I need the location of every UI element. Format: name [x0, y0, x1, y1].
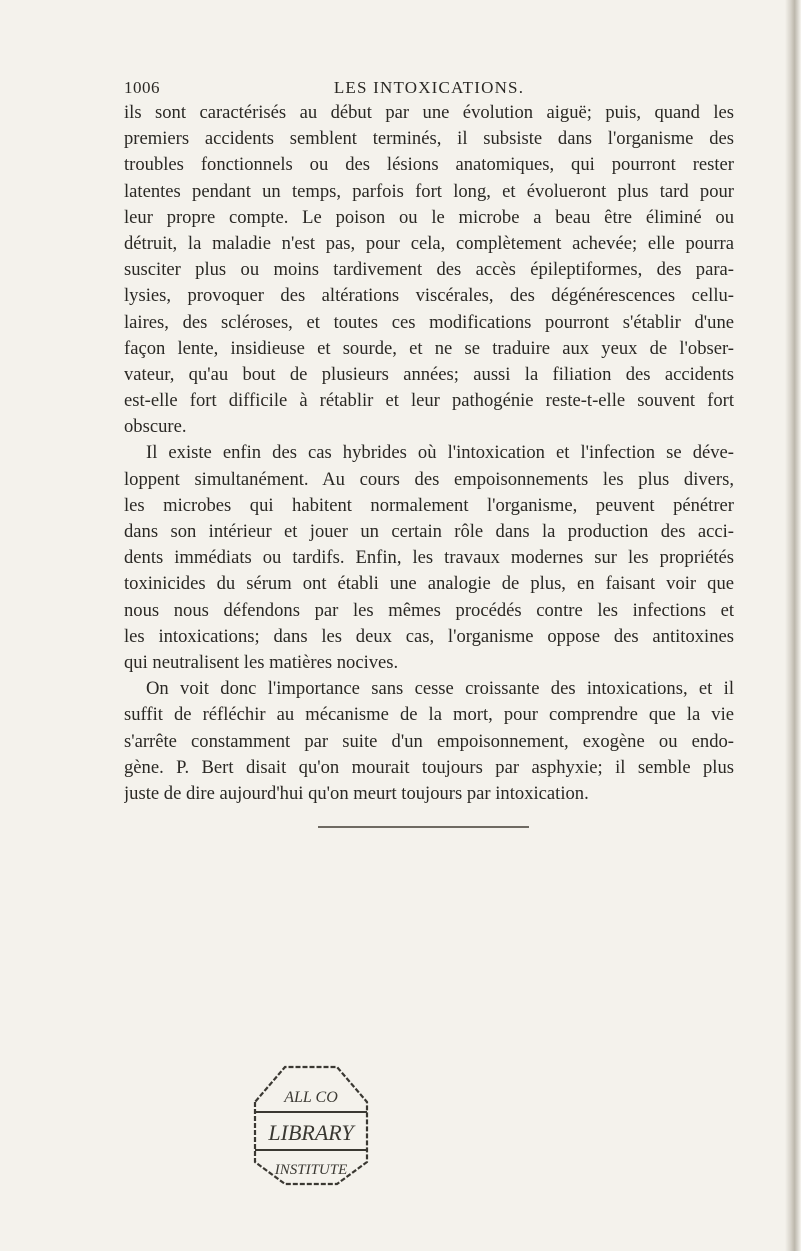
library-stamp [245, 1062, 377, 1188]
text-line: gène. P. Bert disait qu'on mourait toujours par asphyxie; il semble plus [124, 756, 734, 778]
stamp-middle-text: LIBRARY [268, 1120, 354, 1145]
text-line: détruit, la maladie n'est pas, pour cela, complètement achevée; elle pourra [124, 232, 734, 254]
stamp-bottom-text: INSTITUTE [274, 1162, 348, 1178]
end-rule [318, 826, 529, 828]
text-line: latentes pendant un temps, parfois fort long, et évolueront plus tard pour [124, 180, 734, 202]
text-line: On voit donc l'importance sans cesse croissante des intoxications, et il [146, 678, 734, 700]
text-line: suffit de réfléchir au mécanisme de la mort, pour comprendre que la vie [124, 704, 734, 726]
text-line: les microbes qui habitent normalement l'organisme, peuvent pénétrer [124, 494, 734, 516]
body-text [124, 100, 734, 807]
text-line: lysies, provoquer des altérations viscérales, des dégénérescences cellu- [124, 285, 734, 307]
page-header [124, 78, 734, 102]
text-line: façon lente, insidieuse et sourde, et ne se traduire aux yeux de l'obser- [124, 337, 734, 359]
text-line: dans son intérieur et jouer un certain rôle dans la production des acci- [124, 521, 734, 542]
text-line: premiers accidents semblent terminés, il subsiste dans l'organisme des [124, 128, 734, 150]
text-line: s'arrête constamment par suite d'un empoisonnement, exogène ou endo- [124, 730, 734, 752]
text-line: toxinicides du sérum ont établi une analogie de plus, en faisant voir que [124, 573, 734, 595]
text-line: loppent simultanément. Au cours des empoisonnements les plus divers, [124, 468, 734, 490]
text-line: les intoxications; dans les deux cas, l'organisme oppose des antitoxines [124, 625, 734, 647]
text-line: est-elle fort difficile à rétablir et leur pathogénie reste-t-elle souvent fort [124, 390, 734, 412]
text-line: nous nous défendons par les mêmes procédés contre les infections et [124, 599, 734, 621]
stamp-top-text: ALL CO [284, 1089, 338, 1106]
page-number: 1006 [124, 78, 160, 97]
page-edge [785, 0, 801, 1251]
text-line: susciter plus ou moins tardivement des accès épileptiformes, des para- [124, 259, 734, 281]
text-line: ils sont caractérisés au début par une évolution aiguë; puis, quand les [124, 102, 734, 123]
text-line: Il existe enfin des cas hybrides où l'intoxication et l'infection se déve- [146, 442, 734, 464]
running-title: LES INTOXICATIONS. [333, 78, 525, 97]
text-line: dents immédiats ou tardifs. Enfin, les travaux modernes sur les propriétés [124, 547, 734, 569]
text-line: qui neutralisent les matières nocives. [124, 651, 399, 673]
text-line: laires, des scléroses, et toutes ces modifications pourront s'établir d'une [124, 311, 734, 333]
text-line: obscure. [124, 416, 187, 438]
text-line: vateur, qu'au bout de plusieurs années; aussi la filiation des accidents [124, 363, 734, 385]
text-line: troubles fonctionnels ou des lésions anatomiques, qui pourront rester [124, 154, 734, 176]
text-line: juste de dire aujourd'hui qu'on meurt toujours par intoxication. [124, 782, 589, 804]
text-line: leur propre compte. Le poison ou le microbe a beau être éliminé ou [124, 206, 734, 228]
